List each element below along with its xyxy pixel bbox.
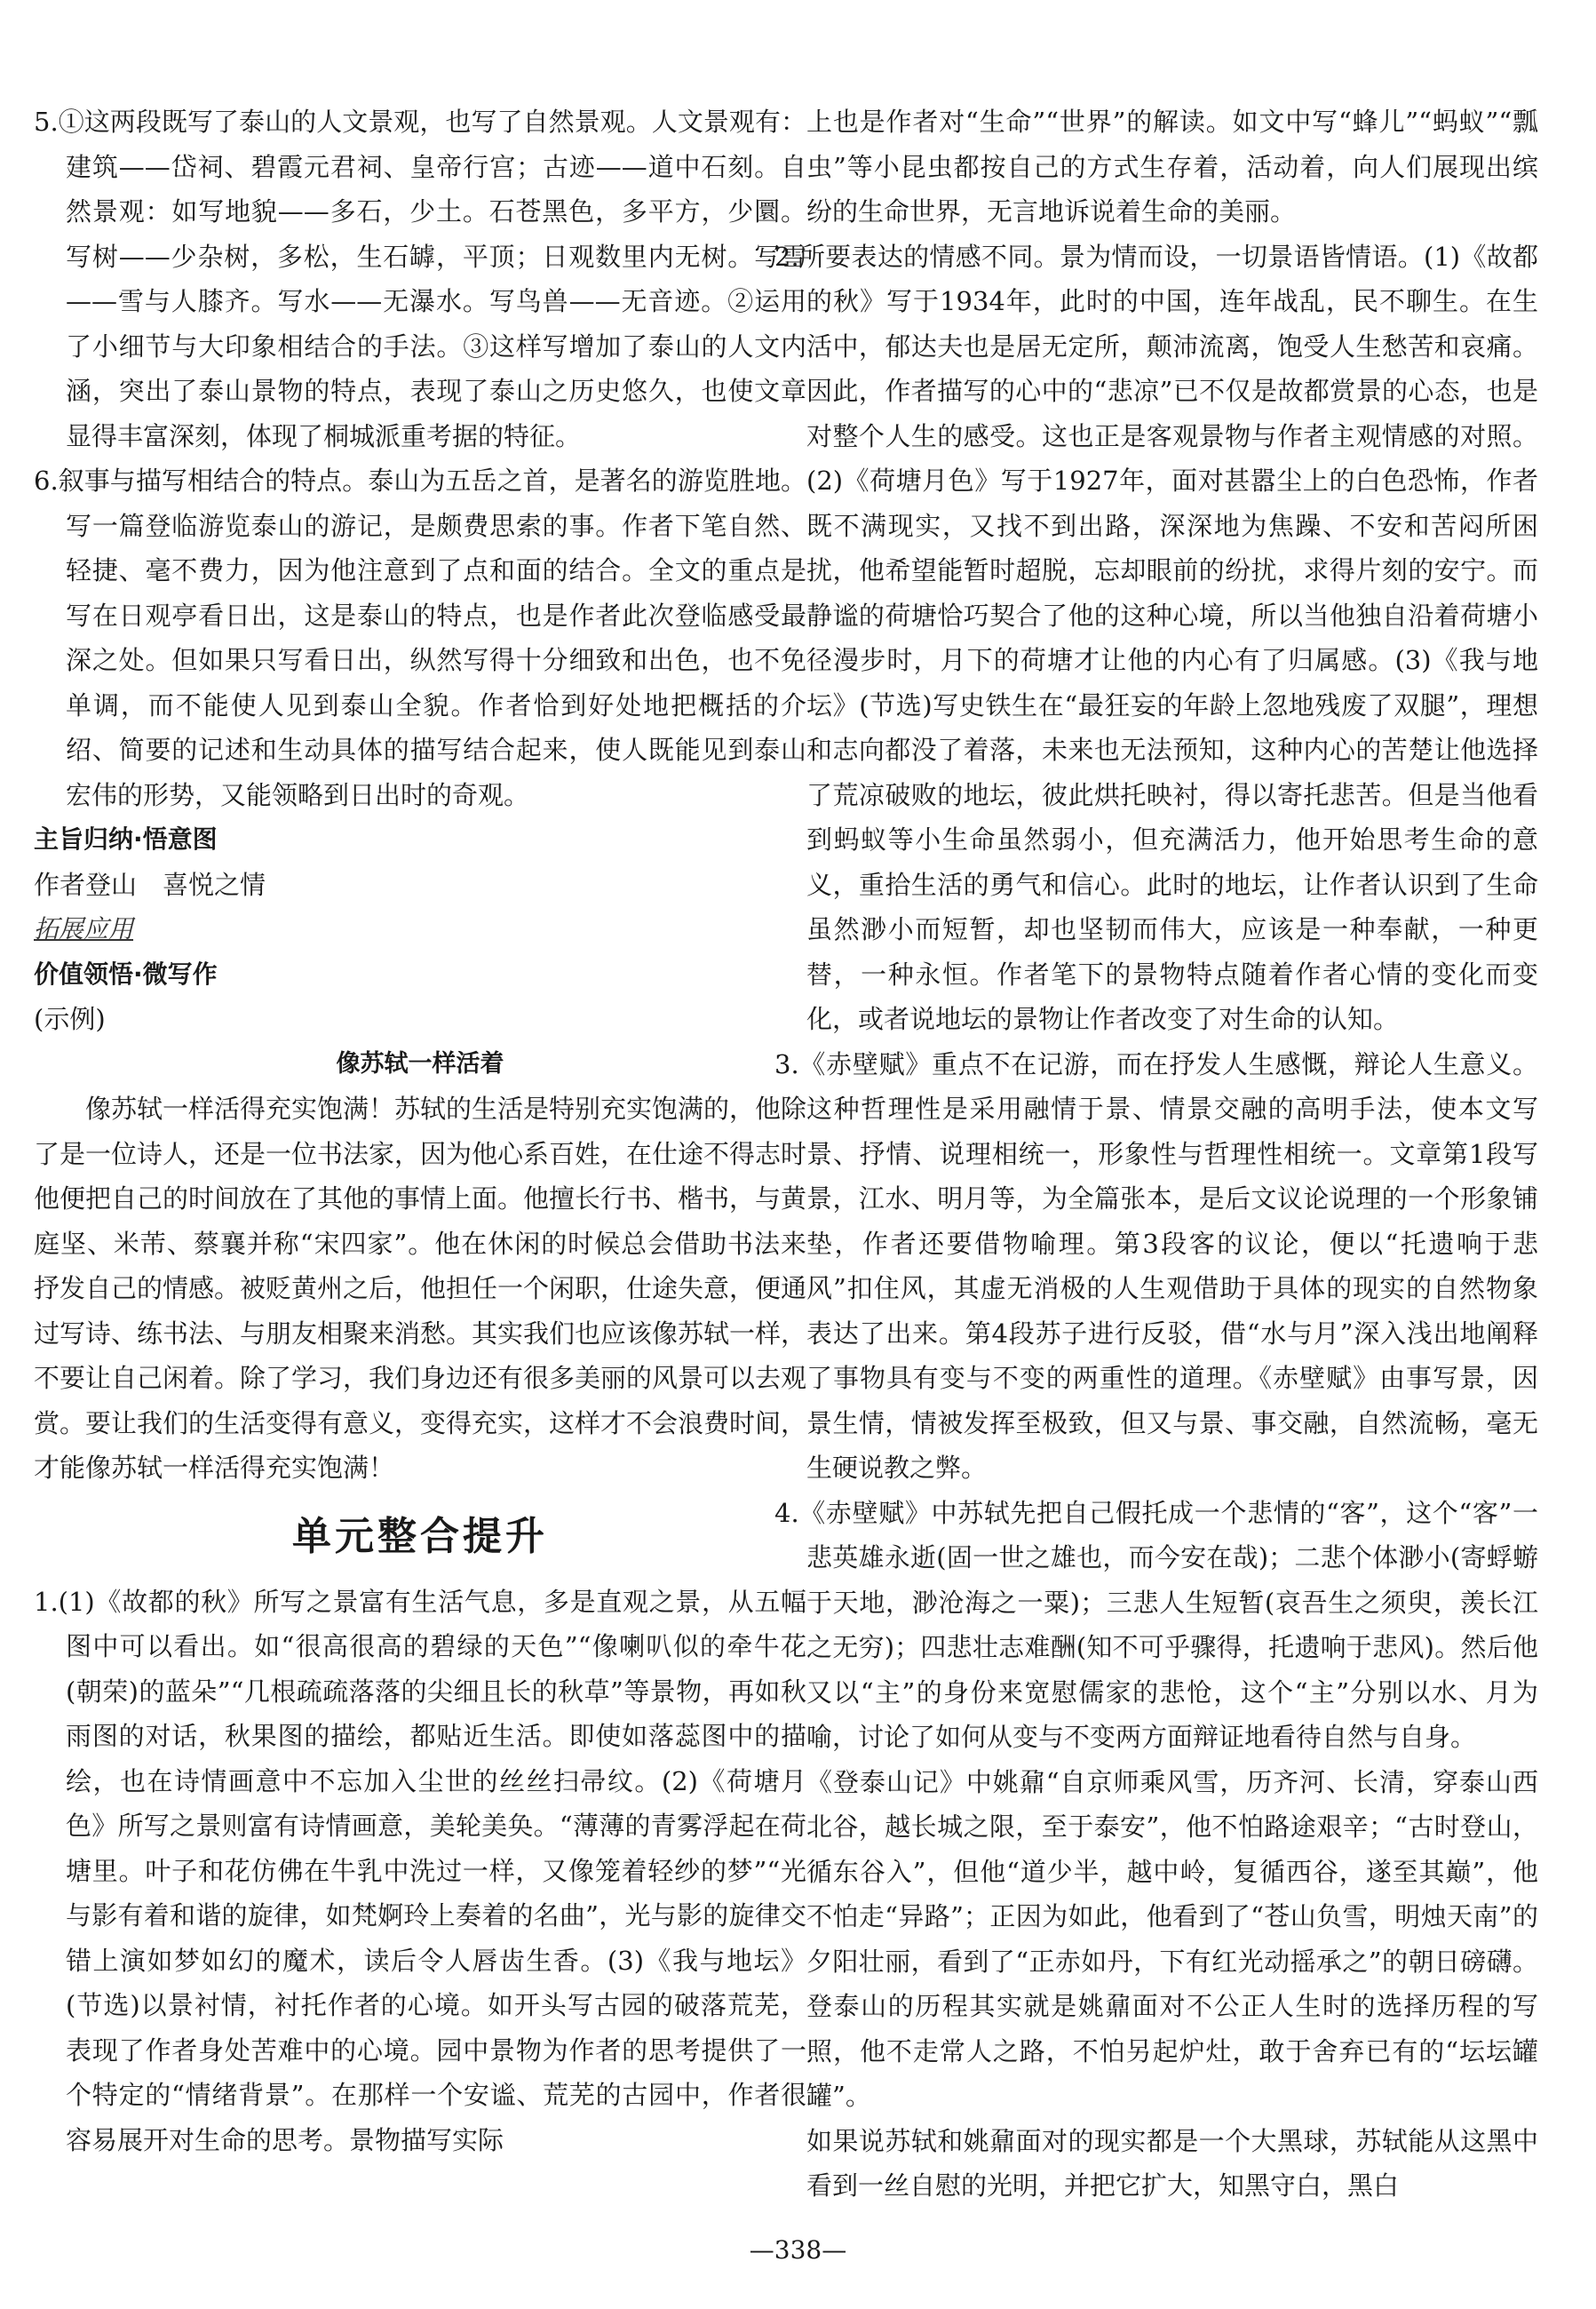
unit-title: 单元整合提升: [292, 1513, 548, 1559]
unit-answer-4-paragraph-3: 如果说苏轼和姚鼐面对的现实都是一个大黑球，苏轼能从这黑中看到一丝自慰的光明，并把它扩大，知黑守白，黑白: [806, 2125, 1538, 2201]
right-column: [774, 100, 1538, 2209]
unit-answer-2: 2.所要表达的情感不同。景为情而设，一切景语皆情语。(1)《故都的秋》写于1934年，此时的中国，连年战乱，民不聊生。在生活中，郁达夫也是居无定所，颠沛流离，饱受人生愁苦和哀痛。因此，作者描写的心中的“悲凉”已不仅是故都赏景的心态，也是对整个人生的感受。这也正是客观景物与作者主观情感的对照。(2)《荷塘月色》写于1927年，面对甚嚣尘上的白色恐怖，作者既不满现实，又找不到出路，深深地为焦躁、不安和苦闷所困扰，他希望能暂时超脱，忘却眼前的纷扰，求得片刻的安宁。而静谧的荷塘恰巧契合了他的这种心境，所以当他独自沿着荷塘小径漫步时，月下的荷塘才让他的内心有了归属感。(3)《我与地坛》(节选)写史铁生在“最狂妄的年龄上忽地残废了双腿”，理想和志向都没了着落，未来也无法预知，这种内心的苦楚让他选择了荒凉破败的地坛，彼此烘托映衬，得以寄托悲苦。但是当他看到蚂蚁等小生命虽然弱小，但充满活力，他开始思考生命的意义，重拾生活的勇气和信心。此时的地坛，让作者认识到了生命虽然渺小而短暂，却也坚韧而伟大，应该是一种奉献，一种更替，一种永恒。作者笔下的景物特点随着作者心情的变化而变化，或者说地坛的景物让作者改变了对生命的认知。: [774, 241, 1538, 1034]
example-label: (示例): [34, 1004, 106, 1034]
unit-answer-4-paragraph-2: 《登泰山记》中姚鼐“自京师乘风雪，历齐河、长清，穿泰山西北谷，越长城之限，至于泰安”，他不怕路途艰辛；“古时登山，循东谷入”，但他“道少半，越中岭，复循西谷，遂至其巅”，他不怕走“异路”；正因为如此，他看到了“苍山负雪，明烛天南”的夕阳壮丽，看到了“正赤如丹，下有红光动摇承之”的朝日磅礴。登泰山的历程其实就是姚鼐面对不公正人生时的选择历程的写照，他不走常人之路，不怕另起炉灶，敢于舍弃已有的“坛坛罐罐”。: [806, 1766, 1538, 2111]
unit-answer-4: 4.《赤壁赋》中苏轼先把自己假托成一个悲情的“客”，这个“客”一悲英雄永逝(固一世之雄也，而今安在哉)；二悲个体渺小(寄蜉蝣于天地，渺沧海之一粟)；三悲人生短暂(哀吾生之须臾，羡长江之无穷)；四悲壮志难酬(知不可乎骤得，托遗响于悲风)。然后他又以“主”的身份来宽慰儒家的悲怆，这个“主”分别以水、月为喻，讨论了如何从变与不变两方面辩证地看待自然与自身。: [774, 1497, 1538, 1752]
essay-title: 像苏轼一样活着: [336, 1049, 504, 1078]
theme-answer: 作者登山 喜悦之情: [34, 869, 266, 900]
answer-5: 5.①这两段既写了泰山的人文景观，也写了自然景观。人文景观有：建筑——岱祠、碧霞元君祠、皇帝行宫；古迹——道中石刻。自然景观：如写地貌——多石，少土。石苍黑色，多平方，少圜。写树——少杂树，多松，生石罅，平顶；日观数里内无树。写雪——雪与人膝齐。写水——无瀑水。写鸟兽——无音迹。②运用了小细节与大印象相结合的手法。③这样写增加了泰山的人文内涵，突出了泰山景物的特点，表现了泰山之历史悠久，也使文章显得丰富深刻，体现了桐城派重考据的特征。: [34, 107, 806, 451]
unit-answer-1: 1.(1)《故都的秋》所写之景富有生活气息，多是直观之景，从五幅图中可以看出。如“很高很高的碧绿的天色”“像喇叭似的牵牛花(朝荣)的蓝朵”“几根疏疏落落的尖细且长的秋草”等景物，再如秋雨图的对话，秋果图的描绘，都贴近生活。即使如落蕊图中的描绘，也在诗情画意中不忘加入尘世的丝丝扫帚纹。(2)《荷塘月色》所写之景则富有诗情画意，美轮美奂。“薄薄的青雾浮起在荷塘里。叶子和花仿佛在牛乳中洗过一样，又像笼着轻纱的梦”“光与影有着和谐的旋律，如梵婀玲上奏着的名曲”，光与影的旋律交错上演如梦如幻的魔术，读后令人唇齿生香。(3)《我与地坛》(节选)以景衬情，衬托作者的心境。如开头写古园的破落荒芜，表现了作者身处苦难中的心境。园中景物为作者的思考提供了一个特定的“情绪背景”。在那样一个安谧、荒芜的古园中，作者很容易展开对生命的思考。景物描写实际: [34, 1586, 806, 2155]
unit-answer-1-continued: 上也是作者对“生命”“世界”的解读。如文中写“蜂儿”“蚂蚁”“瓢虫”等小昆虫都按自己的方式生存着，活动着，向人们展现出缤纷的生命世界，无言地诉说着生命的美丽。: [806, 107, 1538, 227]
heading-theme-summary: 主旨归纳·悟意图: [34, 824, 218, 854]
left-column: [34, 100, 806, 2162]
unit-answer-3: 3.《赤壁赋》重点不在记游，而在抒发人生感慨，辩论人生意义。这种哲理性是采用融情于景、情景交融的高明手法，使本文写景、抒情、说理相统一，形象性与哲理性相统一。文章第1段写景，江水、明月等，为全篇张本，是后文议论说理的一个形象铺垫，作者还要借物喻理。第3段客的议论，便以“托遗响于悲风”扣住风，其虚无消极的人生观借助于具体的现实的自然物象表达了出来。第4段苏子进行反驳，借“水与月”深入浅出地阐释了事物具有变与不变的两重性的道理。《赤壁赋》由事写景，因景生情，情被发挥至极致，但又与景、事交融，自然流畅，毫无生硬说教之弊。: [774, 1048, 1538, 1483]
page-number: —338—: [749, 2235, 847, 2265]
answer-6: 6.叙事与描写相结合的特点。泰山为五岳之首，是著名的游览胜地。写一篇登临游览泰山的游记，是颇费思索的事。作者下笔自然、轻捷、毫不费力，因为他注意到了点和面的结合。全文的重点是写在日观亭看日出，这是泰山的特点，也是作者此次登临感受最深之处。但如果只写看日出，纵然写得十分细致和出色，也不免单调，而不能使人见到泰山全貌。作者恰到好处地把概括的介绍、简要的记述和生动具体的描写结合起来，使人既能见到泰山宏伟的形势，又能领略到日出时的奇观。: [34, 466, 806, 810]
heading-value-writing: 价值领悟·微写作: [34, 959, 218, 989]
essay-body: 像苏轼一样活得充实饱满！苏轼的生活是特别充实饱满的，他除了是一位诗人，还是一位书法家，因为他心系百姓，在仕途不得志时他便把自己的时间放在了其他的事情上面。他擅长行书、楷书，与黄庭坚、米芾、蔡襄并称“宋四家”。他在休闲的时候总会借助书法来抒发自己的情感。被贬黄州之后，他担任一个闲职，仕途失意，便通过写诗、练书法、与朋友相聚来消愁。其实我们也应该像苏轼一样，不要让自己闲着。除了学习，我们身边还有很多美丽的风景可以去观赏。要让我们的生活变得有意义，变得充实，这样才不会浪费时间，才能像苏轼一样活得充实饱满！: [34, 1094, 807, 1483]
heading-extension: 拓展应用: [34, 914, 134, 944]
